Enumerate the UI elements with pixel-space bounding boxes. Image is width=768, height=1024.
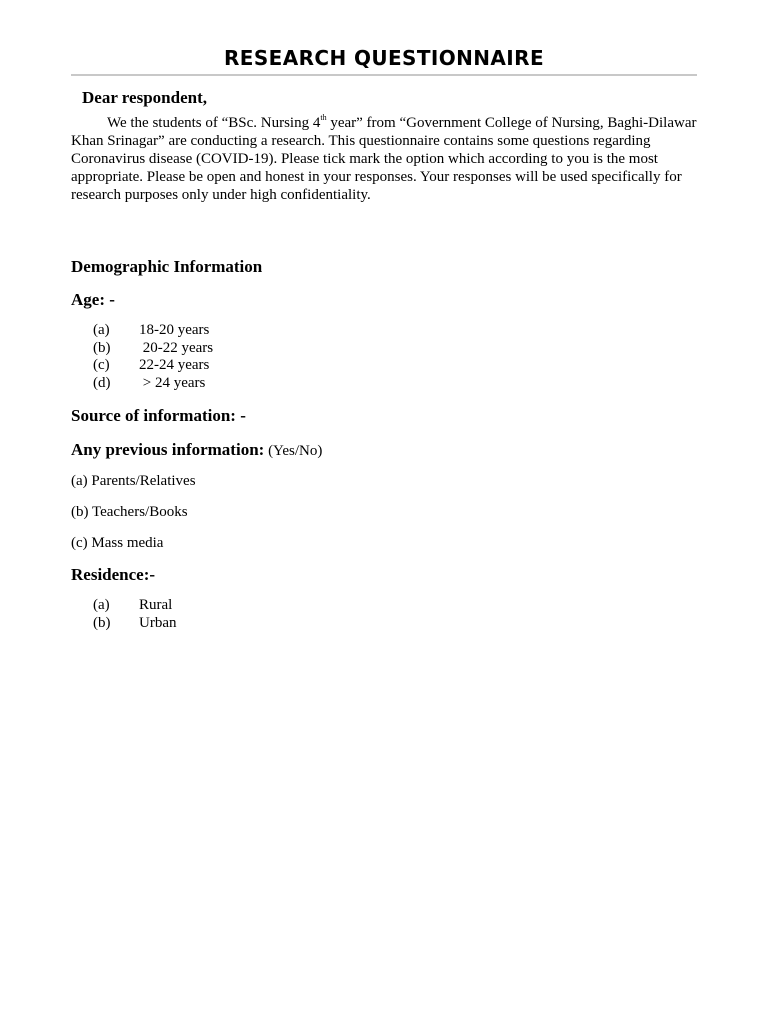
option-marker: (c)	[93, 357, 110, 374]
section-heading-demographic: Demographic Information	[71, 257, 263, 276]
residence-option-a[interactable]	[71, 597, 697, 615]
option-marker: (a)	[93, 596, 110, 613]
intro-paragraph	[71, 114, 697, 204]
intro-superscript: th	[320, 113, 327, 122]
question-source-label: Source of information: -	[71, 405, 246, 425]
intro-text-start: We the students of “BSc. Nursing 4	[107, 115, 321, 131]
option-marker: (d)	[93, 375, 111, 392]
question-age-label: Age: -	[71, 290, 115, 309]
question-residence-label: Residence:-	[71, 564, 156, 584]
option-text: Urban	[139, 614, 177, 631]
salutation: Dear respondent,	[82, 88, 207, 107]
age-option-b[interactable]	[71, 340, 697, 358]
residence-option-b[interactable]	[71, 615, 697, 633]
document-page	[71, 0, 697, 632]
option-text: > 24 years	[139, 375, 206, 392]
source-option-b[interactable]: (b) Teachers/Books	[71, 503, 188, 520]
option-text: 18-20 years	[139, 322, 210, 338]
question-previous-info	[71, 439, 697, 462]
page-title: RESEARCH QUESTIONNAIRE	[223, 46, 545, 70]
age-option-d[interactable]	[71, 375, 697, 393]
residence-options	[71, 597, 697, 632]
age-option-a[interactable]	[71, 322, 697, 340]
question-previous-note: (Yes/No)	[264, 442, 323, 459]
option-marker: (b)	[93, 339, 111, 356]
option-text: 22-24 years	[139, 357, 210, 374]
option-marker: (b)	[93, 614, 111, 631]
option-text: 20-22 years	[139, 339, 214, 356]
source-option-c[interactable]: (c) Mass media	[71, 534, 164, 551]
title-divider	[71, 74, 697, 76]
question-previous-label: Any previous information:	[71, 439, 265, 459]
source-option-a[interactable]: (a) Parents/Relatives	[71, 472, 196, 489]
option-marker: (a)	[93, 322, 110, 338]
intro-text-rest: year” from “Government College of Nursing, Baghi-Dilawar Khan Srinagar” are conducting a research. This questionnaire contains some questions regarding Coronavirus disease (COVID-19). Please tick mark the option which according to you is the most appropriate. Please be open and honest in your responses. Your responses will be used specifically for research purposes only under high confidentiality.	[71, 115, 697, 203]
age-options	[71, 322, 697, 393]
age-option-c[interactable]	[71, 357, 697, 375]
option-text: Rural	[139, 596, 173, 613]
